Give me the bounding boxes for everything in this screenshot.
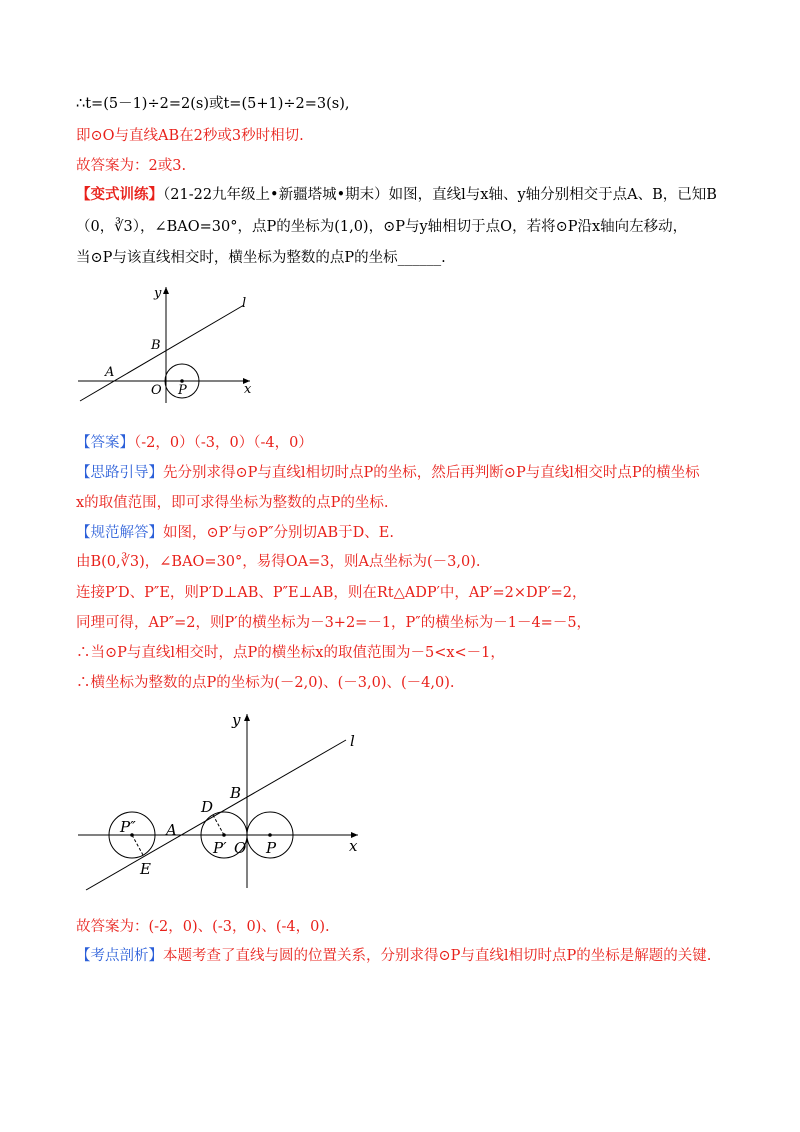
- tag-solution: 【规范解答】: [76, 525, 163, 541]
- line-variant-training: 【变式训练】（21-22九年级上•新疆塔城•期末）如图，直线l与x轴、y轴分别相交于点A、B，已知B: [76, 186, 717, 203]
- figure-1: [70, 283, 270, 408]
- fig2-label-E: E: [140, 860, 151, 878]
- tag-answer: 【答案】: [76, 435, 134, 451]
- line-problem-3: 当⊙P与该直线相交时，横坐标为整数的点P的坐标______.: [76, 250, 446, 266]
- fig1-label-O: O: [151, 383, 162, 398]
- fig2-label-D: D: [201, 798, 214, 816]
- fig2-label-y: y: [232, 711, 241, 729]
- line-solution-4: 同理可得，AP″=2，则P′的横坐标为－3+2=－1，P″的横坐标为－1－4=－5，: [76, 615, 592, 631]
- fig1-label-A: A: [105, 365, 115, 380]
- line-t-values: ∴t=(5－1)÷2=2(s)或t=(5+1)÷2=3(s),: [76, 96, 350, 112]
- figure-2: [76, 708, 376, 898]
- line-problem-2: （0，∛3），∠BAO=30°，点P的坐标为(1,0)，⊙P与y轴相切于点O，若将⊙P沿x轴向左移动，: [76, 219, 688, 235]
- line-knowledge-point: 【考点剖析】本题考查了直线与圆的位置关系，分别求得⊙P与直线l相切时点P的坐标是解题的关键.: [76, 948, 712, 964]
- fig2-label-O: O: [234, 839, 247, 857]
- line-solution: 【规范解答】如图，⊙P′与⊙P″分别切AB于D、E.: [76, 525, 394, 541]
- line-guide-2: x的取值范围，即可求得坐标为整数的点P的坐标.: [76, 495, 389, 511]
- fig1-label-B: B: [151, 338, 161, 353]
- tag-guide: 【思路引导】: [76, 465, 163, 481]
- fig2-label-P2: P″: [120, 818, 136, 836]
- line-final-answer: 故答案为：(-2，0)、(-3，0)、(-4，0).: [76, 919, 330, 935]
- fig1-label-l: l: [242, 296, 247, 311]
- line-solution-5: ∴当⊙P与直线l相交时，点P的横坐标x的取值范围为－5<x<－1，: [76, 645, 505, 661]
- fig2-label-P: P: [266, 839, 277, 857]
- fig1-label-P: P: [178, 383, 187, 398]
- fig2-label-B: B: [230, 784, 242, 802]
- tag-knowledge: 【考点剖析】: [76, 948, 163, 964]
- line-answer-1: 故答案为：2或3.: [76, 158, 187, 174]
- tag-variant: 【变式训练】: [76, 186, 163, 203]
- fig1-label-x: x: [244, 382, 252, 397]
- line-solution-6: ∴横坐标为整数的点P的坐标为(－2,0)、(－3,0)、(－4,0).: [76, 675, 455, 691]
- fig2-label-P1: P′: [213, 839, 227, 857]
- line-solution-2: 由B(0,∛3)，∠BAO=30°，易得OA=3，则A点坐标为(－3,0).: [76, 554, 481, 570]
- line-solution-3: 连接P′D、P″E，则P′D⊥AB、P″E⊥AB，则在Rt△ADP′中，AP′=2×DP′=2，: [76, 585, 587, 601]
- fig2-label-x: x: [349, 837, 358, 855]
- fig1-label-y: y: [154, 286, 162, 301]
- fig2-label-l: l: [350, 732, 355, 750]
- line-tangent-times: 即⊙O与直线AB在2秒或3秒时相切.: [76, 128, 304, 144]
- line-guide: 【思路引导】先分别求得⊙P与直线l相切时点P的坐标，然后再判断⊙P与直线l相交时点P的横坐标: [76, 465, 700, 481]
- fig2-label-A: A: [166, 821, 177, 839]
- line-answer: 【答案】（-2，0）（-3，0）（-4，0）: [76, 435, 313, 451]
